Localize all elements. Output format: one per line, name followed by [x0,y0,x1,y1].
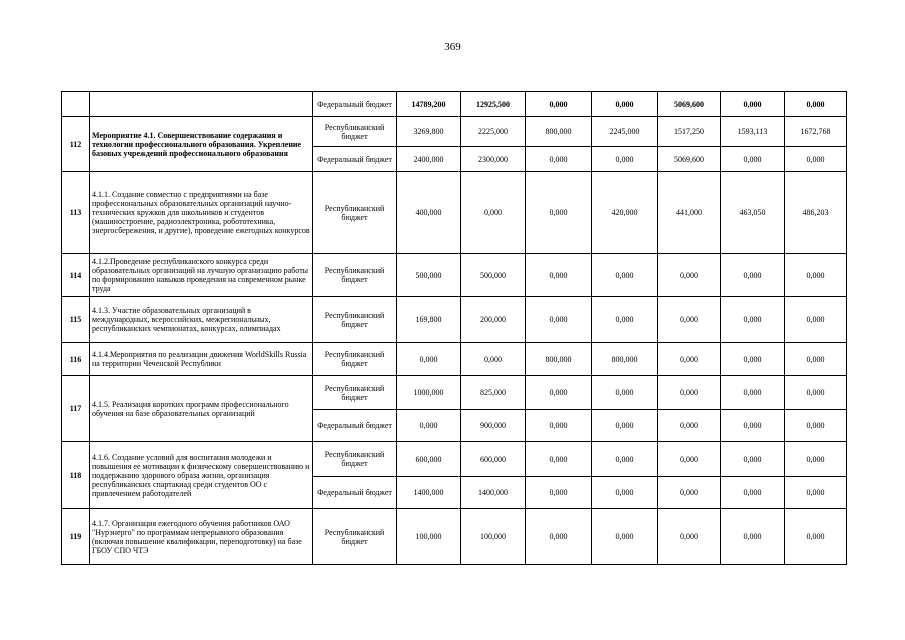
measure-description: 4.1.7. Организация ежегодного обучения работников ОАО "Нурэнерго" по программам непрерывного образования (включая повышение квалификации, переподготовку) на базе ГБОУ СПО ЧТЭ [90,509,313,565]
amount-cell: 0,000 [658,442,721,477]
budget-table [61,91,847,565]
row-number [62,92,90,117]
amount-cell: 0,000 [721,343,785,376]
funding-source: Республиканский бюджет [313,343,397,376]
funding-source: Республиканский бюджет [313,117,397,147]
amount-cell: 0,000 [658,343,721,376]
row-number: 118 [62,442,90,509]
measure-description: 4.1.4.Мероприятия по реализации движения WorldSkills Russia на территории Чеченской Республики [90,343,313,376]
amount-cell: 0,000 [721,477,785,509]
amount-cell: 0,000 [785,297,847,343]
amount-cell: 0,000 [461,172,526,254]
amount-cell: 0,000 [785,376,847,410]
amount-cell: 0,000 [785,477,847,509]
amount-cell: 1593,113 [721,117,785,147]
row-number: 114 [62,254,90,297]
funding-source: Республиканский бюджет [313,376,397,410]
funding-source: Республиканский бюджет [313,297,397,343]
amount-cell: 0,000 [592,509,658,565]
funding-source: Федеральный бюджет [313,92,397,117]
amount-cell: 0,000 [592,254,658,297]
table-row [62,442,847,477]
funding-source: Республиканский бюджет [313,509,397,565]
amount-cell: 600,000 [461,442,526,477]
amount-cell: 400,000 [397,172,461,254]
amount-cell: 12925,500 [461,92,526,117]
amount-cell: 463,050 [721,172,785,254]
amount-cell: 100,000 [397,509,461,565]
funding-source: Федеральный бюджет [313,410,397,442]
amount-cell: 2225,000 [461,117,526,147]
amount-cell: 2400,000 [397,147,461,172]
amount-cell: 0,000 [721,442,785,477]
measure-description: 4.1.3. Участие образовательных организаций в международных, всероссийских, межрегиональных, республиканских чемпионатах, конкурсах, олимпиадах [90,297,313,343]
amount-cell: 0,000 [658,410,721,442]
amount-cell: 14789,200 [397,92,461,117]
amount-cell: 0,000 [721,509,785,565]
table-row [62,92,847,117]
amount-cell: 2245,000 [592,117,658,147]
amount-cell: 0,000 [592,297,658,343]
amount-cell: 500,000 [397,254,461,297]
table-row [62,117,847,147]
amount-cell: 0,000 [785,509,847,565]
amount-cell: 441,000 [658,172,721,254]
table-row [62,254,847,297]
amount-cell: 0,000 [785,410,847,442]
amount-cell: 0,000 [526,376,592,410]
amount-cell: 0,000 [785,92,847,117]
amount-cell: 0,000 [592,442,658,477]
amount-cell: 5069,600 [658,92,721,117]
amount-cell: 0,000 [658,254,721,297]
table-row [62,172,847,254]
measure-description: Мероприятие 4.1. Совершенствование содержания и технологии профессионального образования. Укрепление базовых учреждений профессионального образования [90,117,313,172]
amount-cell: 200,000 [461,297,526,343]
amount-cell: 0,000 [526,297,592,343]
page-number: 369 [444,41,461,53]
funding-source: Республиканский бюджет [313,442,397,477]
amount-cell: 0,000 [785,442,847,477]
amount-cell: 500,000 [461,254,526,297]
amount-cell: 0,000 [592,147,658,172]
table-row [62,509,847,565]
amount-cell: 0,000 [592,410,658,442]
amount-cell: 0,000 [658,477,721,509]
amount-cell: 0,000 [785,254,847,297]
amount-cell: 0,000 [785,343,847,376]
amount-cell: 0,000 [526,254,592,297]
amount-cell: 0,000 [526,410,592,442]
row-number: 113 [62,172,90,254]
measure-description: 4.1.5. Реализация коротких программ профессионального обучения на базе образовательных организаций [90,376,313,442]
amount-cell: 1672,768 [785,117,847,147]
measure-description: 4.1.1. Создание совместно с предприятиями на базе профессиональных образовательных организаций научно-технических кружков для школьников и студентов (машиностроение, радиоэлектроника, робототехника, энергосбережения, и другие), проведение ежегодных конкурсов [90,172,313,254]
amount-cell: 0,000 [526,442,592,477]
measure-description: 4.1.2.Проведение республиканского конкурса среди образовательных организаций на лучшую организацию работы по формированию навыков проведения на современном рынке труда [90,254,313,297]
amount-cell: 5069,600 [658,147,721,172]
funding-source: Федеральный бюджет [313,477,397,509]
amount-cell: 0,000 [592,477,658,509]
amount-cell: 0,000 [592,376,658,410]
amount-cell: 0,000 [526,92,592,117]
amount-cell: 825,000 [461,376,526,410]
amount-cell: 0,000 [721,254,785,297]
amount-cell: 600,000 [397,442,461,477]
amount-cell: 1400,000 [397,477,461,509]
amount-cell: 3269,800 [397,117,461,147]
amount-cell: 1400,000 [461,477,526,509]
table-row [62,343,847,376]
row-number: 112 [62,117,90,172]
amount-cell: 0,000 [526,172,592,254]
row-number: 116 [62,343,90,376]
amount-cell: 2300,000 [461,147,526,172]
amount-cell: 0,000 [397,410,461,442]
amount-cell: 0,000 [658,297,721,343]
amount-cell: 169,800 [397,297,461,343]
amount-cell: 800,000 [526,343,592,376]
amount-cell: 0,000 [526,477,592,509]
funding-source: Республиканский бюджет [313,172,397,254]
amount-cell: 800,000 [592,343,658,376]
measure-description [90,92,313,117]
amount-cell: 0,000 [658,376,721,410]
row-number: 119 [62,509,90,565]
table-row [62,376,847,410]
amount-cell: 420,000 [592,172,658,254]
amount-cell: 0,000 [592,92,658,117]
amount-cell: 0,000 [785,147,847,172]
amount-cell: 100,000 [461,509,526,565]
funding-source: Федеральный бюджет [313,147,397,172]
amount-cell: 0,000 [658,509,721,565]
amount-cell: 0,000 [721,297,785,343]
amount-cell: 0,000 [526,147,592,172]
amount-cell: 0,000 [721,376,785,410]
amount-cell: 1517,250 [658,117,721,147]
amount-cell: 900,000 [461,410,526,442]
measure-description: 4.1.6. Создание условий для воспитания молодежи и повышения ее мотивации к физическому совершенствованию и поддержанию здорового образа жизни, организация республиканских спартакиад среди студентов ОО с привлечением работодателей [90,442,313,509]
amount-cell: 0,000 [721,147,785,172]
table-row [62,297,847,343]
amount-cell: 0,000 [461,343,526,376]
row-number: 117 [62,376,90,442]
amount-cell: 0,000 [397,343,461,376]
amount-cell: 800,000 [526,117,592,147]
funding-source: Республиканский бюджет [313,254,397,297]
amount-cell: 0,000 [721,92,785,117]
amount-cell: 486,203 [785,172,847,254]
amount-cell: 1000,000 [397,376,461,410]
amount-cell: 0,000 [721,410,785,442]
row-number: 115 [62,297,90,343]
amount-cell: 0,000 [526,509,592,565]
